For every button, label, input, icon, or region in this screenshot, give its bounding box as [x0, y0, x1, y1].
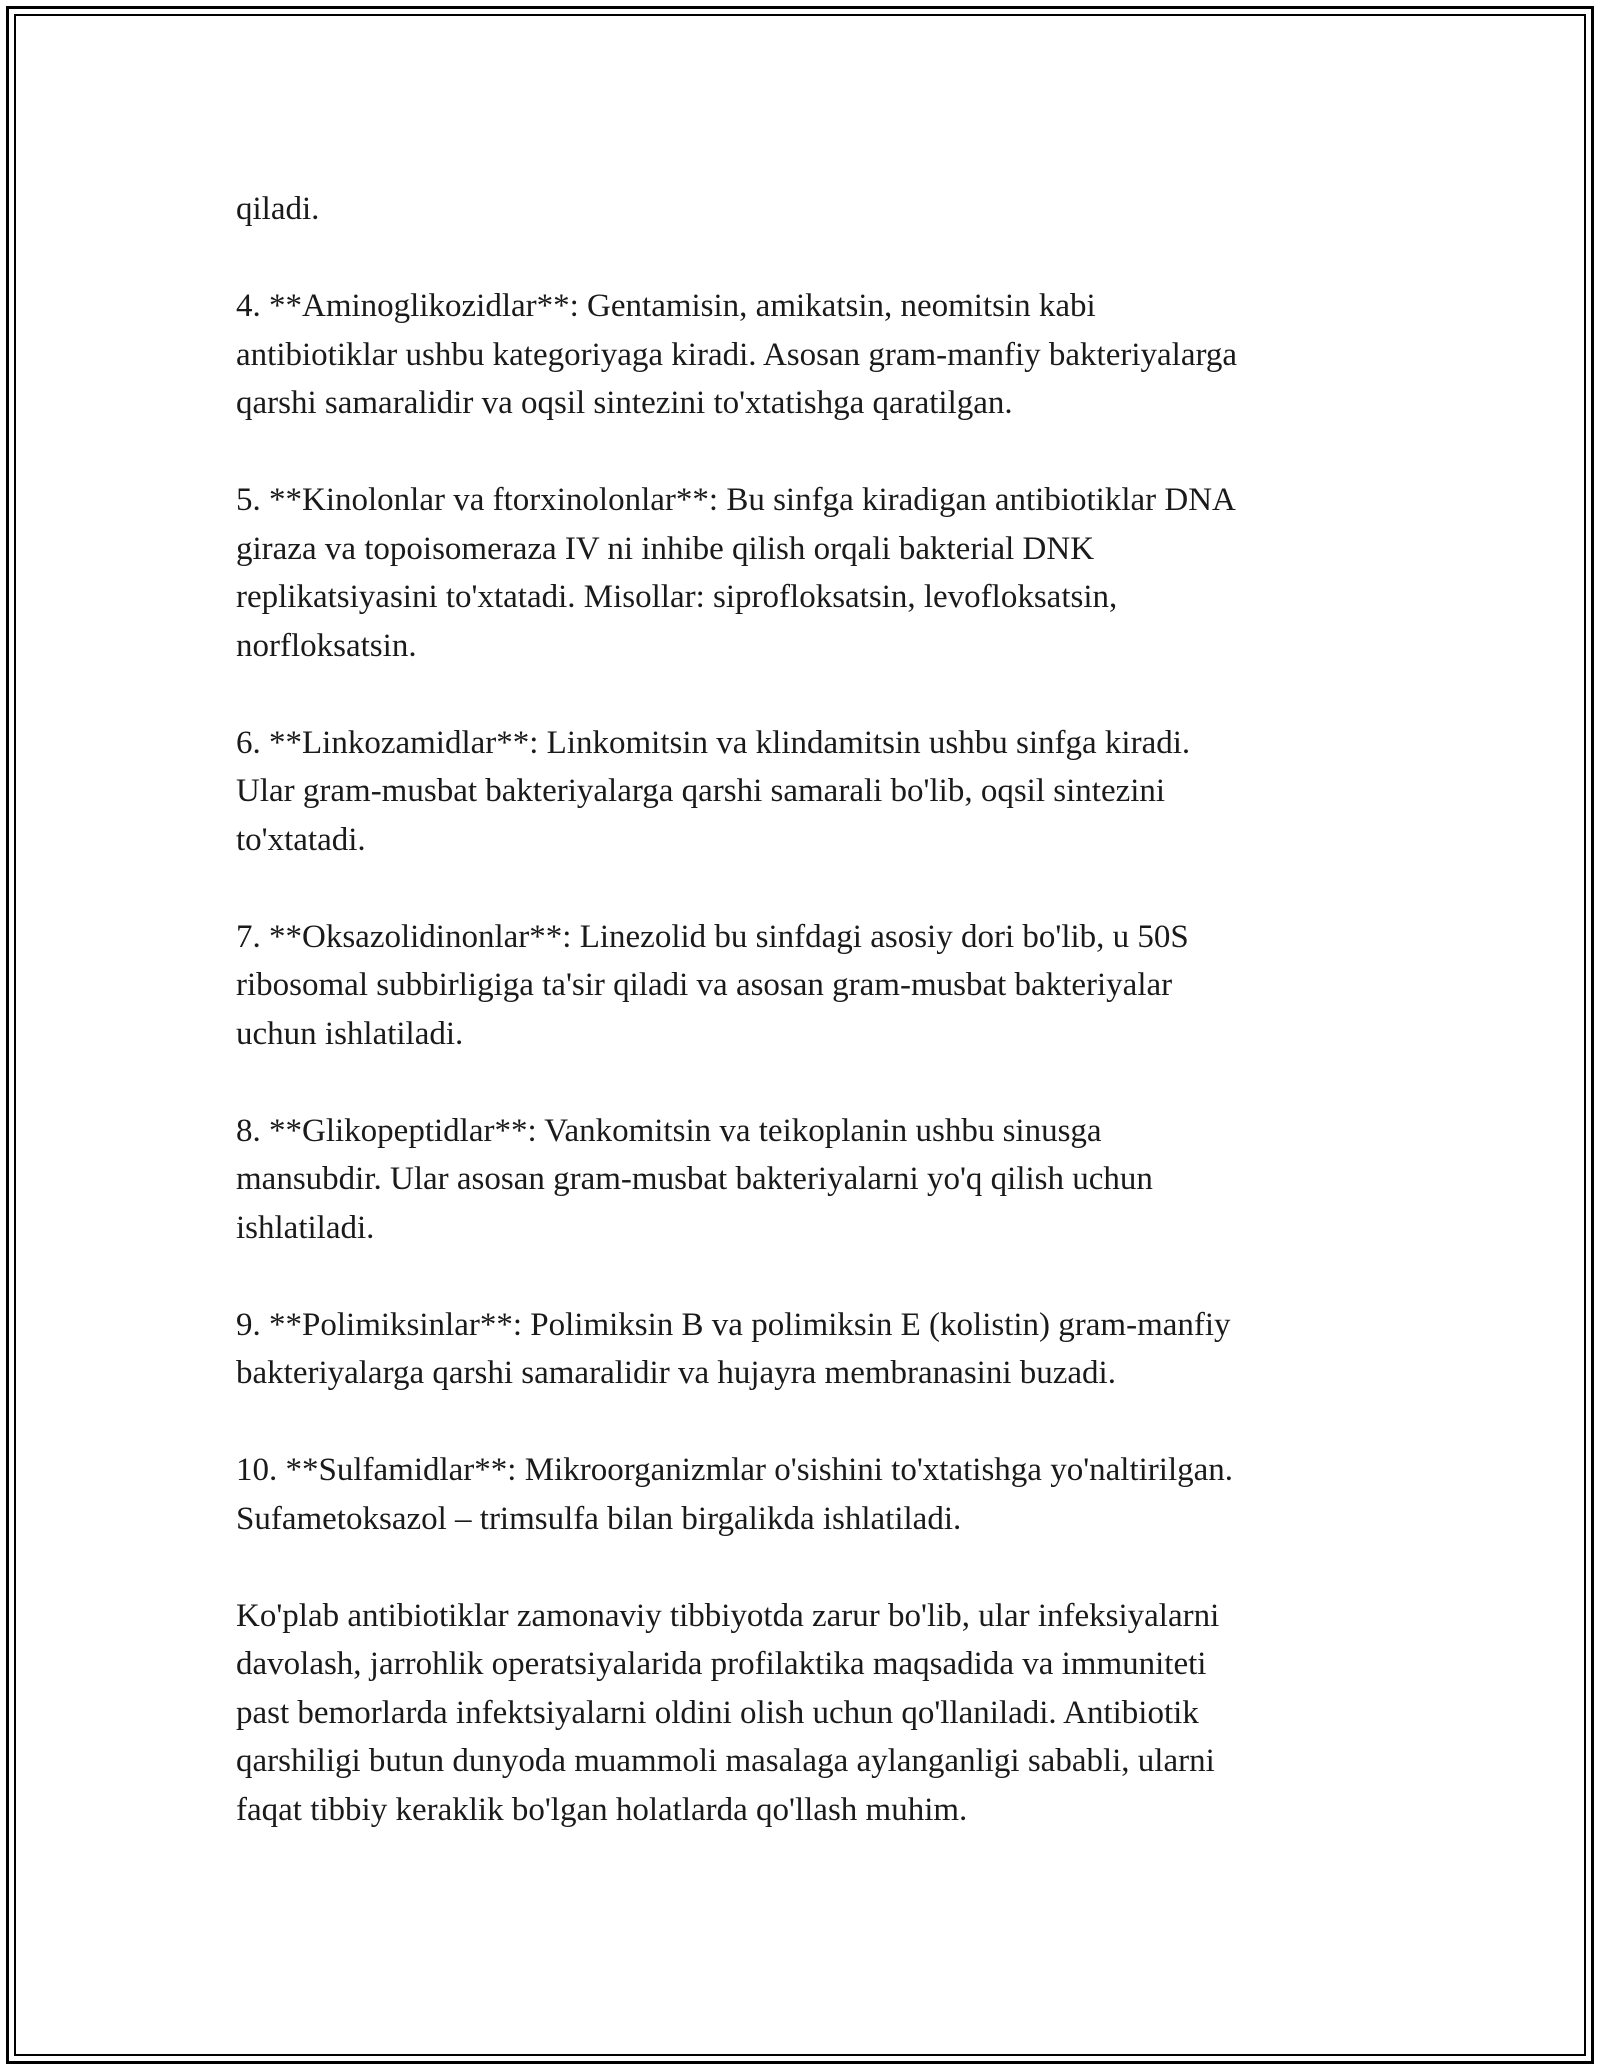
text-line: bakteriyalarga qarshi samaralidir va hujayra membranasini buzadi. — [236, 1355, 1116, 1391]
text-line: ishlatiladi. — [236, 1209, 375, 1246]
paragraph-oksazolidinonlar — [236, 913, 1366, 1059]
paragraph-linkozamidlar — [236, 719, 1366, 865]
text-line: to'xtatadi. — [236, 821, 366, 858]
document-body — [236, 185, 1366, 1834]
text-line: 6. **Linkozamidlar**: Linkomitsin va klindamitsin ushbu sinfga kiradi. — [236, 724, 1191, 761]
text-line: mansubdir. Ular asosan gram-musbat bakteriyalarni yo'q qilish uchun — [236, 1161, 1153, 1197]
text-line: 10. **Sulfamidlar**: Mikroorganizmlar o'sishini to'xtatishga yo'naltirilgan. — [236, 1452, 1234, 1488]
text-line: qarshi samaralidir va oqsil sintezini to'xtatishga qaratilgan. — [236, 385, 1013, 421]
paragraph-conclusion — [236, 1592, 1366, 1835]
paragraph-aminoglikozidlar — [236, 282, 1366, 428]
text-line: 8. **Glikopeptidlar**: Vankomitsin va teikoplanin ushbu sinusga — [236, 1112, 1102, 1149]
text-line: 4. **Aminoglikozidlar**: Gentamisin, amikatsin, neomitsin kabi — [236, 288, 1096, 324]
text-line: ribosomal subbirligiga ta'sir qiladi va asosan gram-musbat bakteriyalar — [236, 967, 1173, 1003]
text-line: 7. **Oksazolidinonlar**: Linezolid bu sinfdagi asosiy dori bo'lib, u 50S — [236, 918, 1189, 955]
text-line: qarshiligi butun dunyoda muammoli masalaga aylanganligi sababli, ularni — [236, 1743, 1215, 1779]
text-line: Sufametoksazol – trimsulfa bilan birgalikda ishlatiladi. — [236, 1500, 962, 1537]
text-line: past bemorlarda infektsiyalarni oldini olish uchun qo'llaniladi. Antibiotik — [236, 1694, 1199, 1731]
text-line: replikatsiyasini to'xtatadi. Misollar: siprofloksatsin, levofloksatsin, — [236, 579, 1118, 615]
text-line: norfloksatsin. — [236, 627, 417, 664]
text-line: 5. **Kinolonlar va ftorxinolonlar**: Bu sinfga kiradigan antibiotiklar DNA — [236, 482, 1236, 518]
text-line: giraza va topoisomeraza IV ni inhibe qilish orqali bakterial DNK — [236, 530, 1095, 567]
text-line: faqat tibbiy keraklik bo'lgan holatlarda qo'llash muhim. — [236, 1791, 968, 1828]
text-line: Ko'plab antibiotiklar zamonaviy tibbiyotda zarur bo'lib, ular infeksiyalarni — [236, 1597, 1220, 1634]
paragraph-sulfamidlar — [236, 1446, 1366, 1543]
text-line: qiladi. — [236, 191, 320, 227]
text-line: Ular gram-musbat bakteriyalarga qarshi samarali bo'lib, oqsil sintezini — [236, 773, 1166, 809]
text-line: uchun ishlatiladi. — [236, 1015, 464, 1052]
text-line: 9. **Polimiksinlar**: Polimiksin B va polimiksin E (kolistin) gram-manfiy — [236, 1306, 1231, 1343]
text-line: davolash, jarrohlik operatsiyalarida profilaktika maqsadida va immuniteti — [236, 1646, 1207, 1682]
paragraph-continuation — [236, 185, 1366, 234]
paragraph-glikopeptidlar — [236, 1107, 1366, 1253]
paragraph-polimiksinlar — [236, 1301, 1366, 1398]
text-line: antibiotiklar ushbu kategoriyaga kiradi. Asosan gram-manfiy bakteriyalarga — [236, 336, 1238, 373]
paragraph-kinolonlar — [236, 476, 1366, 670]
